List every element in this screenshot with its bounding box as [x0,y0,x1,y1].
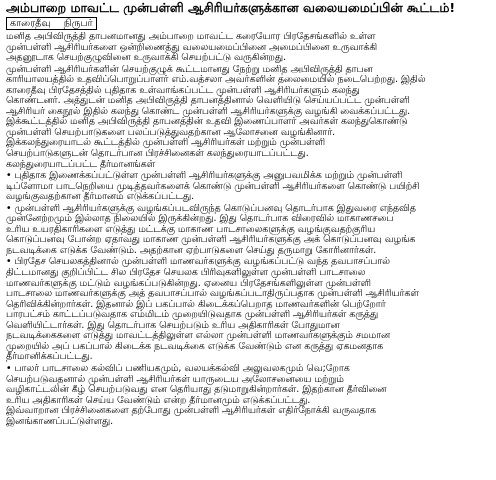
text-line: மனித அபிவிருத்தி தாபனமானது அம்பாறை மாவட்ட கரையோர பிரதேசங்களில் உள்ள [6,32,376,42]
text-line: ஆசிரியர் கைநூல் இதில் கலந்து கொண்ட முன்பள்ளி ஆசிரியர்களுக்கு வழங்கி வைக்கப்பட்டது. [6,106,411,117]
text-line: • முன்பள்ளி ஆசிரியர்களுக்கு வழங்கப்படவிருந்த கொடுப்பனவு தொடர்பாக இதுவரை எந்தவித [6,203,416,214]
text-line: செயற்பாடுகளுடன் தொடர்பான பிரச்சினைகள் கலந்துரையாடப்பட்டது. [6,149,309,160]
text-line: • புதிதாக இணைக்கப்பட்டுள்ள முன்பள்ளி ஆசிரியர்களுக்கு அனுபவமிக்க மற்றும் முன்பள்ளி [6,171,403,182]
text-line: முன்பள்ளி ஆசிரியர்களின் செயற்குழுக் கூட்டமானது நேற்று மனித அபிவிருத்தி தாபன [6,64,373,75]
text-line: திட்டமானது குறிப்பிட்ட சில பிரதேச செயலக பிரிவுகளிலுள்ள முன்பள்ளி பாடசாலை [6,268,366,279]
text-line: முன்பள்ளி ஆசிரியர்களை ஒன்றிணைத்து வலையமைப்பினை அமைப்பினை உருவாக்கி [6,42,378,53]
text-line: பாடசாலை மாணவர்களுக்கு அத் தவபாசப்பால் வழங்கப்படாதிருப்பதாக முன்பள்ளி ஆசிரியர்கள் [6,289,419,300]
text-line: டிப்ளோமா பாடநெறியை முடித்தவர்களைக் கொண்டு முன்பள்ளி ஆசிரியர்களை கொண்டு பயிற்சி [6,181,420,192]
text-line: மாணவர்களுக்கு மட்டும் வழங்கப்படுகின்றது. ஏனைய பிரதேசங்களிலுள்ள முன்பள்ளி [6,278,371,289]
text-line: இக்கூட்டத்தில் மனித அபிவிருத்தி தாபனத்தின் உதவி இணைப்பாளர் அவர்கள் கலந்துகொண்டு [6,117,408,128]
article-title: அம்பாறை மாவட்ட முன்பள்ளி ஆசிரியர்களுக்கான வலையமைப்பின் கூட்டம்! [6,1,456,15]
text-line: பாரபட்சம் காட்டப்படுவதாக எம்மிடம் முறையிடுவதாக முன்பள்ளி ஆசிரியர்கள் கருத்து [6,310,379,321]
dateline-author: நிருபர் [63,18,93,29]
text-line: கொடுப்பனவு போன்ற ஏதாவது மாகாண முன்பள்ளி ஆசிரியர்களுக்கு அக் கொடுப்பனவு வழங்க [6,235,416,246]
text-line: முன்னேற்றமும் இல்லாத நிலையில் இருக்கின்றது. இது தொடர்பாக விரைவில் மாகாணசபை [6,214,394,225]
text-line: அதனூடாக செயற்குழுவினை உருவாக்கி செயற்பட்டு வருகின்றது. [6,53,286,64]
bullet-allowance [6,204,490,257]
text-line: நடவடிக்கை எடுக்க வேண்டும். அதற்கான ஏற்பாடுகளை செய்து தருமாறு கோரினார்கள். [6,245,377,256]
text-line: காரியாலயத்தில் உதவிப்பொறுப்பாளர் எம்.வத்சலா அவர்களின் தலைமையில் நடைபெற்றது. இதில் [6,75,426,86]
text-line: வழிகாட்டலின் கீழ் செயற்படுவது என தெரியாது தடுமாறுகின்றார்கள். இதற்கான தீர்வினை [6,385,387,396]
text-line: இவ்வாறான பிரச்சினைகளை தற்போது முன்பள்ளி ஆசிரியர்கள் எதிர்நோக்கி வருவதாக [6,406,376,417]
text-line: கொண்டனர். அத்துடன் மனித அபிவிருத்தி தாபனத்தினால் வெளியிடு செய்யப்பட்ட முன்பள்ளி [6,96,410,107]
paragraph-intro [6,32,490,64]
text-line: தெரிவிக்கின்றார்கள். இதனால் இப் பகப்பால் கிடைக்கப்பெறாத மாணவர்களின் பெற்றோர் [6,299,386,310]
dateline-place: காரைதீவு [10,18,51,29]
bullet-training [6,171,490,203]
text-line: முன்பள்ளி செயற்பாடுகளை பலப்படுத்துவதற்கான ஆலோசனை வழங்கினார். [6,127,336,138]
text-line: உரிய அதிகாரிகள் செய்ய வேண்டும் என்ற தீர்மானமும் எடுக்கப்பட்டது. [6,395,311,406]
bullet-milk-programme [6,257,490,362]
text-line: இக்கலந்துரையாடல் கூட்டத்தில் முன்பள்ளி ஆசிரியர்கள் மற்றும் முன்பள்ளி [6,138,325,149]
text-line: வழங்குவதற்கான தீர்மானம் எடுக்கப்பட்டது. [6,192,195,203]
text-line: வெளியிட்டார்கள். இது தொடர்பாக செயற்படும் உரிய அதிகாரிகள் போதுமான [6,320,340,331]
text-line: செயற்படுவதனால் முன்பள்ளி ஆசிரியர்கள் யாருடைய அலோசனையை மற்றும் [6,374,344,385]
text-line: இனங்காணப்பட்டுள்ளது. [6,416,114,427]
dateline [6,17,97,30]
text-line: முறையில் அப் பகப்பால் கிடைக்க நடவடிக்கை எடுக்க வேண்டும் என கருத்து ஏகமனதாக [6,341,384,352]
text-line: • பிரதேச செயலகத்தினால் முன்பள்ளி மாணவர்களுக்கு வழங்கப்பட்டு வந்த தவபாசப்பால் [6,257,390,268]
text-line: தீர்மானிக்கப்பட்டது. [6,352,93,363]
text-line: • பாலர் பாடசாலை கல்விப் பணியகமும், வலயக்கல்வி அலுவலகமும் வெ;றோக [6,363,350,374]
text-line: நடவடிக்கைகளை எடுத்து மாவட்டத்திலுள்ள எல்லா முன்பள்ளி மாணவர்களுக்கும் சமமான [6,331,391,342]
paragraph-meeting [6,65,490,170]
text-line: உரிய உயரதிகாரிகளை எடுத்து மட்டக்கு மாகாண பாடசாலைகளுக்கு வழங்குவதற்குரிய [6,224,376,235]
text-line: காரைதீவு பிரதேசத்தில் புதிதாக உள்வாங்கப்பட்ட முன்பள்ளி ஆசிரியர்களும் கலந்து [6,85,360,96]
bullet-guidance [6,364,490,427]
text-line: கலந்துரையாடப்பட்ட தீர்மானங்கள் [6,159,156,170]
